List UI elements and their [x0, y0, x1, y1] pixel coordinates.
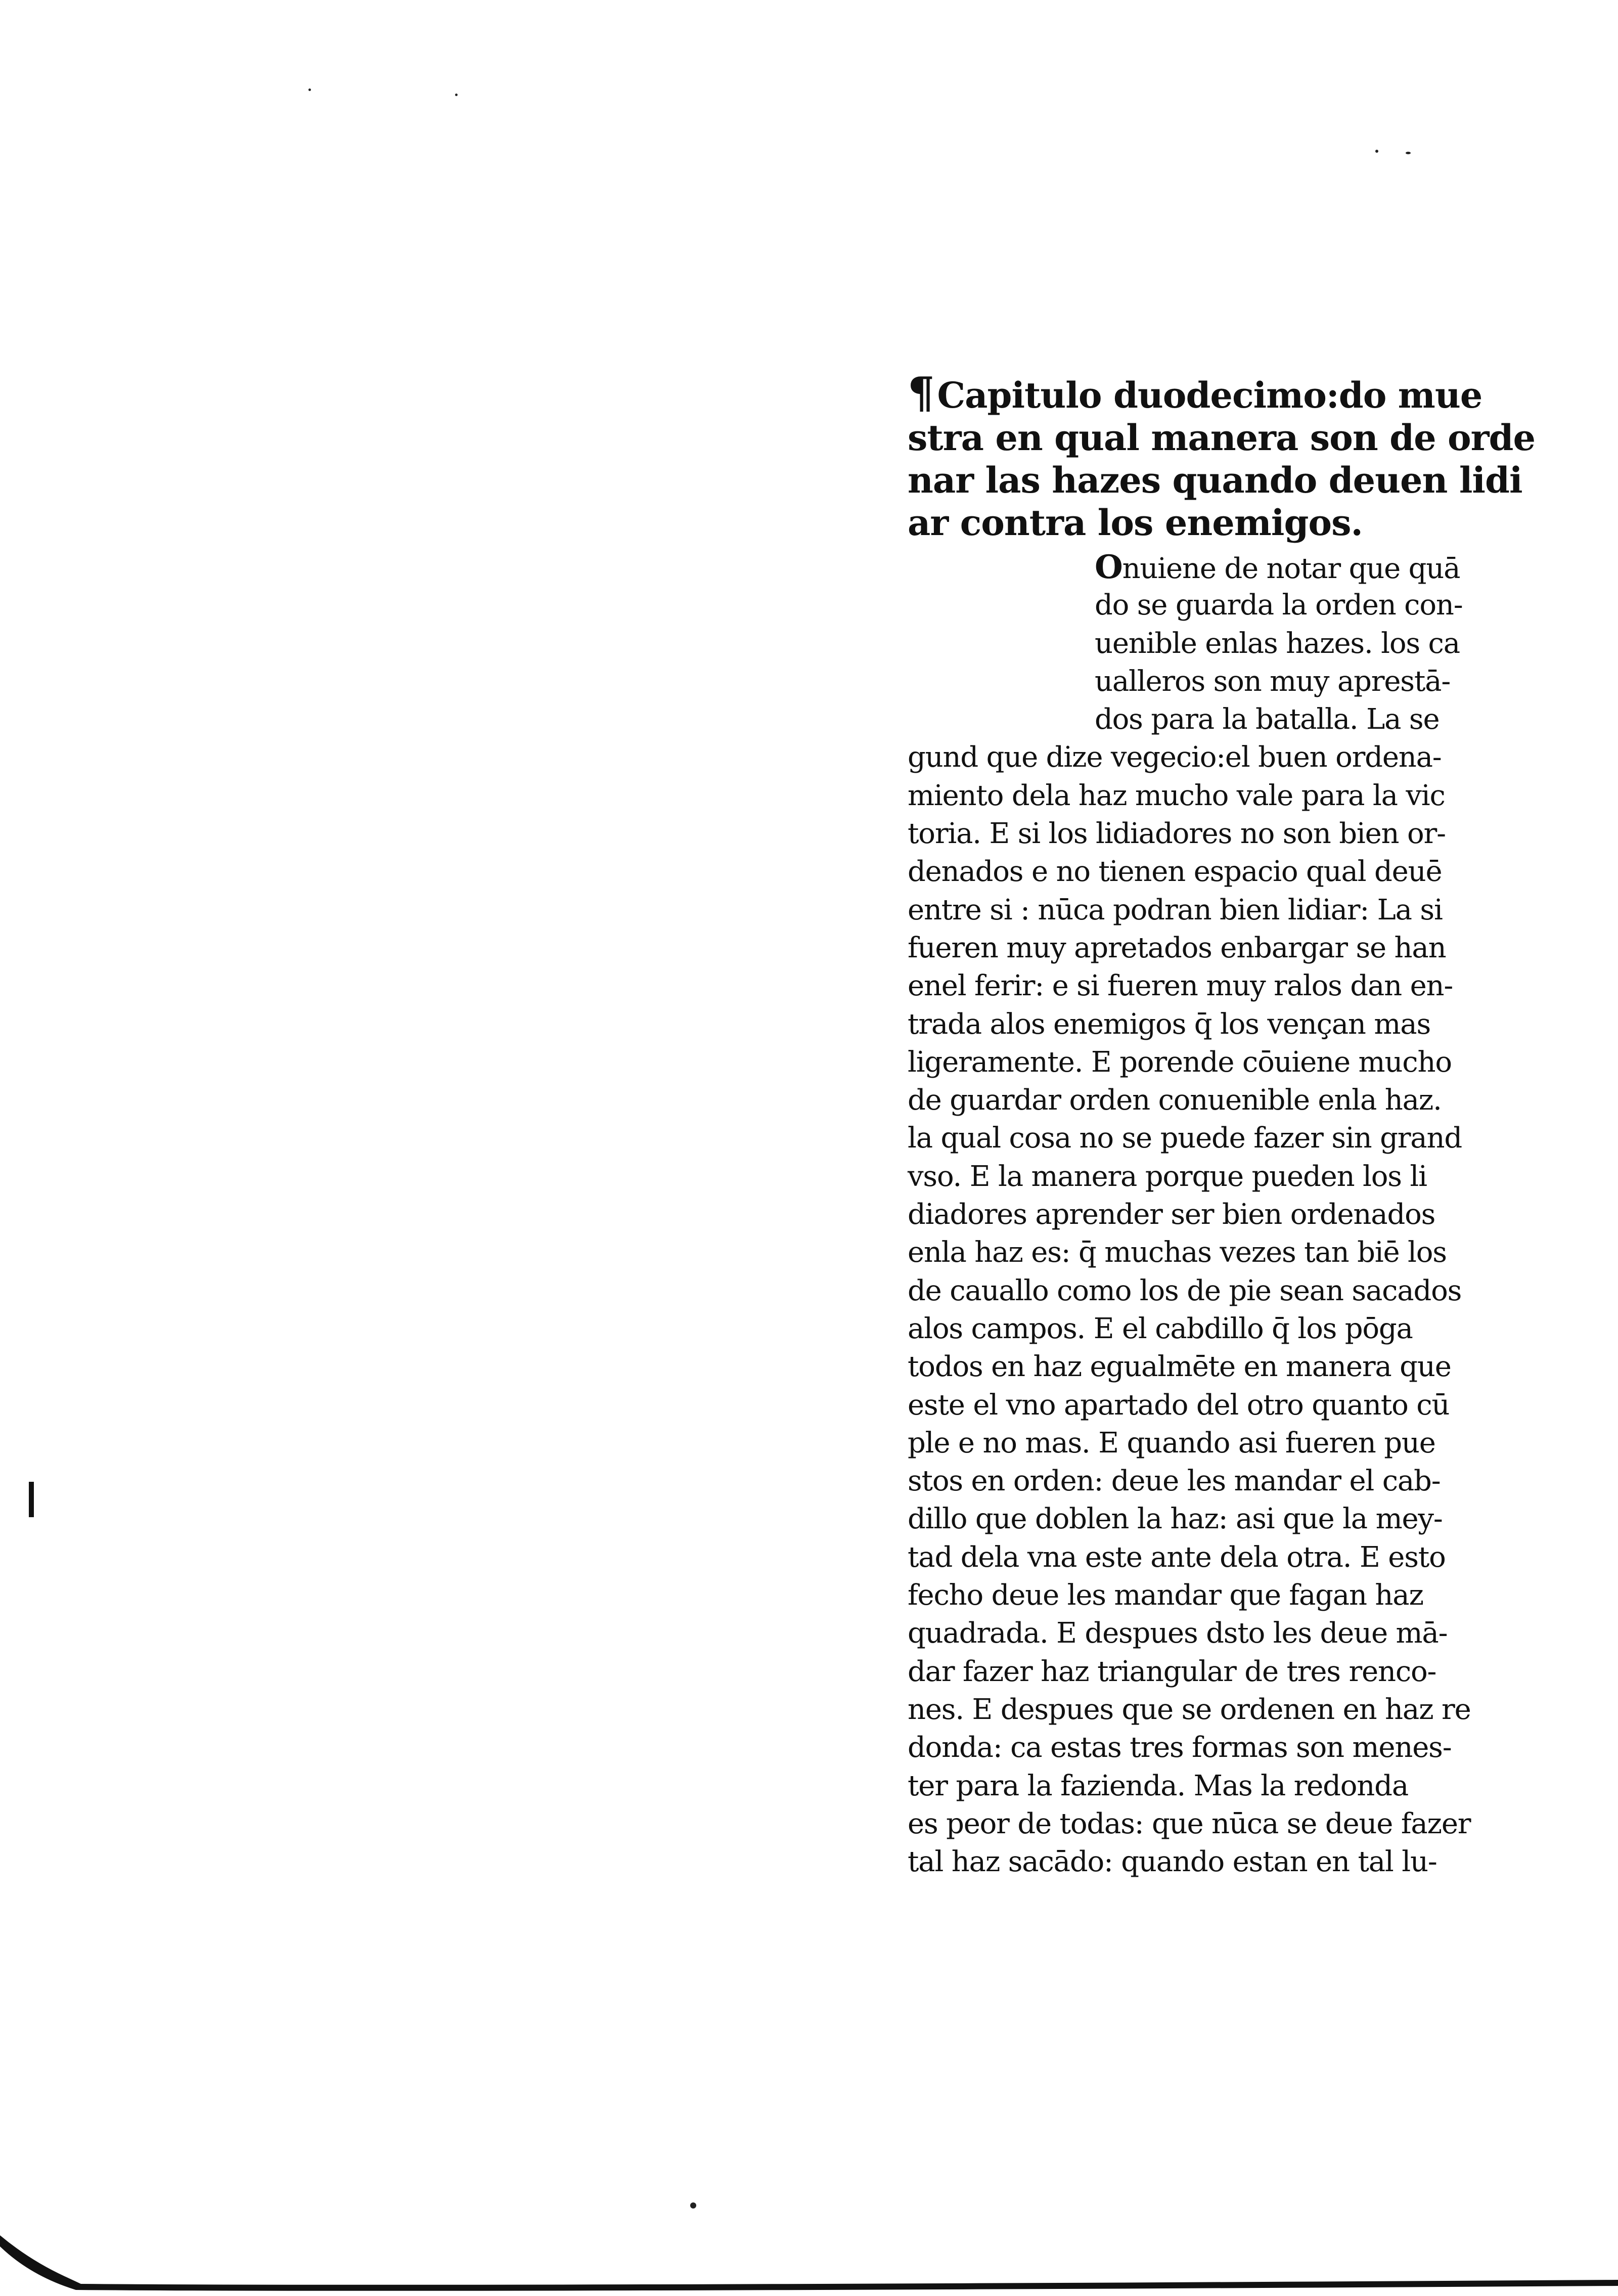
margin-ink-mark	[29, 1482, 34, 1517]
body-line: enla haz es: q̄ muchas vezes tan biē los	[908, 1236, 1447, 1269]
body-line: entre si : nūca podran bien lidiar: La si	[908, 893, 1443, 926]
body-line: denados e no tienen espacio qual deuē	[908, 855, 1442, 889]
chapter-body	[908, 548, 1489, 1881]
ink-speck	[1406, 152, 1411, 154]
body-line: fueren muy apretados enbargar se han	[908, 931, 1446, 964]
ink-speck	[455, 94, 458, 96]
body-line: fecho deue les mandar que fagan haz	[908, 1579, 1423, 1612]
chapter-heading	[908, 368, 1536, 544]
body-line: de cauallo como los de pie sean sacados	[908, 1274, 1462, 1307]
ink-speck	[308, 89, 311, 91]
body-line: stos en orden: deue les mandar el cab-	[908, 1465, 1441, 1498]
body-line: ligeramente. E porende cōuiene mucho	[908, 1045, 1452, 1079]
body-line: es peor de todas: que nūca se deue fazer	[908, 1807, 1471, 1840]
body-line: do se guarda la orden con-	[1095, 589, 1463, 622]
body-line: trada alos enemigos q̄ los vençan mas	[908, 1007, 1431, 1041]
ink-speck	[690, 2202, 696, 2209]
body-line: ualleros son muy aprestā-	[1095, 665, 1451, 698]
body-line: ter para la fazienda. Mas la redonda	[908, 1769, 1409, 1802]
body-line: diadores aprender ser bien ordenados	[908, 1198, 1435, 1231]
page-edge-rule	[0, 2235, 1618, 2296]
body-line: enel ferir: e si fueren muy ralos dan en-	[908, 969, 1453, 1003]
body-line: dar fazer haz triangular de tres renco-	[908, 1655, 1436, 1688]
body-line: ple e no mas. E quando asi fueren pue	[908, 1426, 1435, 1460]
body-line: de guardar orden conuenible enla haz.	[908, 1084, 1442, 1117]
pilcrow-icon: ¶	[908, 368, 934, 418]
heading-line: ar contra los enemigos.	[908, 502, 1363, 544]
body-line: vso. E la manera porque pueden los li	[908, 1160, 1427, 1193]
ink-speck	[1375, 150, 1378, 153]
body-line: la qual cosa no se puede fazer sin grand	[908, 1122, 1462, 1155]
body-line: gund que dize vegecio:el buen ordena-	[908, 741, 1442, 774]
body-line: este el vno apartado del otro quanto cū	[908, 1388, 1450, 1422]
body-line: miento dela haz mucho vale para la vic	[908, 779, 1445, 812]
body-line: quadrada. E despues dsto les deue mā-	[908, 1617, 1448, 1650]
body-line: todos en haz egualmēte en manera que	[908, 1350, 1451, 1384]
body-line: toria. E si los lidiadores no son bien or-	[908, 817, 1446, 851]
heading-line: stra en qual manera son de orde	[908, 417, 1536, 459]
body-line: alos campos. E el cabdillo q̄ los pōga	[908, 1312, 1413, 1345]
body-line: dillo que doblen la haz: asi que la mey-	[908, 1503, 1443, 1536]
body-line: dos para la batalla. La se	[1095, 703, 1440, 736]
body-line: Onuiene de notar que quā	[1095, 548, 1460, 586]
heading-line: nar las hazes quando deuen lidi	[908, 459, 1522, 501]
initial-capital: O	[1095, 548, 1122, 586]
body-line: donda: ca estas tres formas son menes-	[908, 1731, 1452, 1764]
body-line: uenible enlas hazes. los ca	[1095, 627, 1460, 660]
body-line: tal haz sacādo: quando estan en tal lu-	[908, 1845, 1437, 1879]
text-column	[908, 368, 1536, 1881]
heading-line: ¶Capitulo duodecimo:do mue	[908, 368, 1482, 418]
body-line: nes. E despues que se ordenen en haz re	[908, 1693, 1471, 1726]
body-line: tad dela vna este ante dela otra. E esto	[908, 1540, 1446, 1574]
